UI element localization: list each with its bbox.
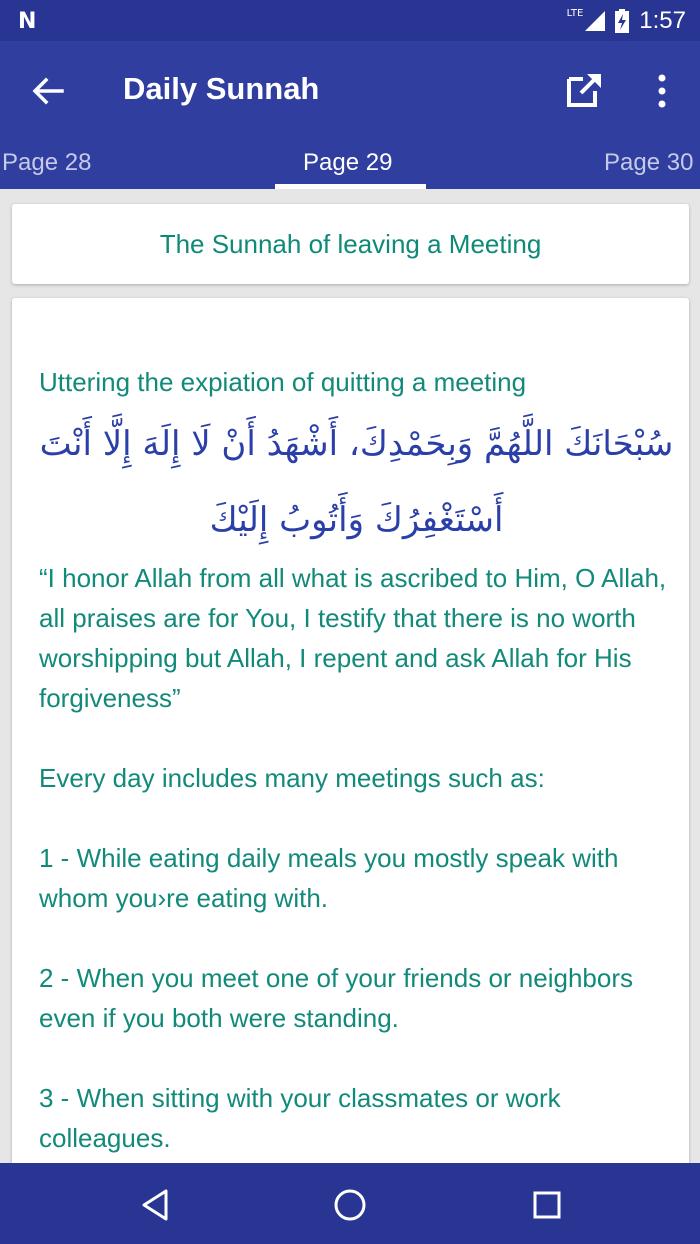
intro-text: Uttering the expiation of quitting a meeting xyxy=(39,367,527,397)
nav-back-icon[interactable] xyxy=(136,1185,176,1225)
nav-recent-apps-icon[interactable] xyxy=(527,1185,567,1225)
content-card xyxy=(12,298,689,1198)
tab-indicator xyxy=(275,184,426,189)
status-time: 1:57 xyxy=(639,7,686,34)
tab-page-28[interactable]: Page 28 xyxy=(2,149,92,176)
back-arrow-icon[interactable] xyxy=(28,71,68,111)
status-bar xyxy=(0,0,700,41)
more-options-icon[interactable] xyxy=(648,71,676,111)
battery-charging-icon xyxy=(615,9,629,33)
share-icon[interactable] xyxy=(563,69,605,111)
arabic-dua xyxy=(39,406,674,558)
list-item-2: 2 - When you meet one of your friends or neighbors even if you both were standing. xyxy=(39,963,633,1033)
arabic-line-2: أَسْتَغْفِرُكَ وَأَتُوبُ إِلَيْكَ xyxy=(209,500,504,540)
nav-home-icon[interactable] xyxy=(330,1185,370,1225)
title-card xyxy=(12,204,689,284)
tab-page-30[interactable]: Page 30 xyxy=(604,149,694,176)
meetings-intro: Every day includes many meetings such as: xyxy=(39,763,545,793)
translation-text: “I honor Allah from all what is ascribed to Him, O Allah, all praises are for You, I testify that there is no worth worshipping but Allah, I repent and ask Allah for His forgiveness” xyxy=(39,563,667,713)
signal-icon xyxy=(585,11,605,31)
list-item-3: 3 - When sitting with your classmates or work colleagues. xyxy=(39,1083,561,1153)
arabic-line-1: سُبْحَانَكَ اللَّهُمَّ وَبِحَمْدِكَ، أَشْهَدُ أَنْ لَا إِلَهَ إِلَّا أَنْتَ xyxy=(39,424,674,464)
sunnah-title: The Sunnah of leaving a Meeting xyxy=(159,228,542,259)
app-title: Daily Sunnah xyxy=(123,71,320,106)
list-item-1: 1 - While eating daily meals you mostly speak with whom you›re eating with. xyxy=(39,843,619,913)
content-body xyxy=(39,362,674,1158)
tab-page-29[interactable]: Page 29 xyxy=(303,149,393,176)
notification-icon: N xyxy=(18,9,37,34)
network-type: LTE xyxy=(566,7,584,19)
navigation-bar xyxy=(0,1163,700,1244)
app-bar xyxy=(0,41,700,189)
